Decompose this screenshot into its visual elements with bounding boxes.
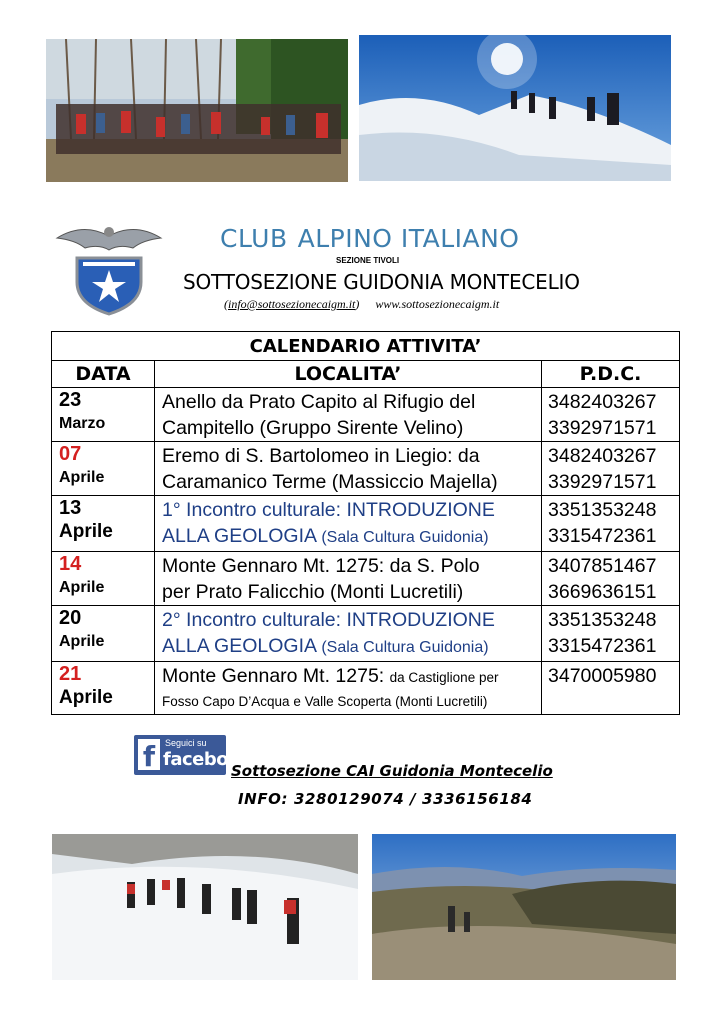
phone-cell (542, 662, 680, 715)
location-cell (155, 496, 542, 552)
location-cell (155, 662, 542, 715)
info-line (238, 790, 532, 808)
contacts-line: (info@sottosezionecaigm.it) www.sottosezionecaigm.it (224, 297, 500, 311)
date-cell (52, 662, 155, 715)
group-photo-forest (46, 39, 348, 182)
phone-number: 3470005980 (548, 665, 657, 687)
phone-number: 3315472361 (548, 525, 657, 547)
facebook-icon: f (138, 739, 160, 770)
location-line: Monte Gennaro Mt. 1275: da S. Polo (162, 555, 480, 577)
phone-number: 3482403267 (548, 445, 657, 467)
phone-number: 3669636151 (548, 581, 657, 603)
phone-number: 3351353248 (548, 499, 657, 521)
location-main: Monte Gennaro Mt. 1275: (162, 665, 385, 687)
location-venue: (Sala Cultura Guidonia) (321, 639, 489, 656)
date-cell (52, 496, 155, 552)
date-month: Aprile (59, 633, 105, 650)
date-month: Aprile (59, 521, 113, 542)
phone-cell (542, 442, 680, 496)
location-line (162, 663, 537, 691)
sottosezione-title: SOTTOSEZIONE GUIDONIA MONTECELIO (183, 270, 580, 294)
phone-cell (542, 496, 680, 552)
snow-slope-hikers (52, 834, 358, 980)
club-title (220, 224, 520, 253)
table-row (52, 442, 680, 496)
phone-cell (542, 552, 680, 606)
location-main: ALLA GEOLOGIA (162, 525, 316, 547)
facebook-badge[interactable] (134, 735, 252, 775)
sezione-label: SEZIONE TIVOLI (336, 256, 400, 265)
phone-number: 3392971571 (548, 471, 657, 493)
date-day: 20 (59, 607, 82, 629)
date-day: 14 (59, 553, 82, 575)
table-row (52, 552, 680, 606)
location-line: Campitello (Gruppo Sirente Velino) (162, 417, 464, 439)
club-title-part2: ALPINO ITALIANO (297, 224, 520, 253)
phone-number: 3392971571 (548, 417, 657, 439)
website-link[interactable]: www.sottosezionecaigm.it (375, 297, 500, 311)
location-route: da Castiglione per (389, 670, 499, 685)
date-cell (52, 388, 155, 442)
table-row (52, 496, 680, 552)
phone-number: 3407851467 (548, 555, 657, 577)
location-line: Caramanico Terme (Massiccio Majella) (162, 471, 498, 493)
location-main: ALLA GEOLOGIA (162, 635, 316, 657)
info-phones: 3280129074 / 3336156184 (293, 790, 533, 808)
location-venue: (Sala Cultura Guidonia) (321, 529, 489, 546)
location-line: 2° Incontro culturale: INTRODUZIONE (162, 609, 495, 631)
table-row (52, 388, 680, 442)
table-row (52, 662, 680, 715)
date-day: 07 (59, 443, 82, 465)
location-line: per Prato Falicchio (Monti Lucretili) (162, 581, 464, 603)
location-line: Fosso Capo D’Acqua e Valle Scoperta (Monti Lucretili) (162, 694, 488, 709)
snow-ridge-hikers-sun (359, 35, 671, 181)
cai-eagle-emblem (53, 218, 165, 318)
date-month: Marzo (59, 415, 106, 432)
phone-number: 3351353248 (548, 609, 657, 631)
phone-cell (542, 606, 680, 662)
column-header-pdc: P.D.C. (542, 361, 680, 388)
date-cell (52, 552, 155, 606)
date-month: Aprile (59, 687, 113, 708)
info-label: INFO: (238, 790, 289, 808)
location-cell (155, 606, 542, 662)
date-month: Aprile (59, 579, 105, 596)
date-day: 21 (59, 663, 82, 685)
date-cell (52, 606, 155, 662)
email-link[interactable]: info@sottosezionecaigm.it (228, 297, 356, 311)
location-line: Eremo di S. Bartolomeo in Liegio: da (162, 445, 480, 467)
location-cell (155, 442, 542, 496)
column-header-localita: LOCALITA’ (155, 361, 542, 388)
location-line: 1° Incontro culturale: INTRODUZIONE (162, 499, 495, 521)
facebook-brand: facebook (163, 749, 252, 770)
location-line: Anello da Prato Capito al Rifugio del (162, 391, 476, 413)
column-header-data: DATA (52, 361, 155, 388)
location-line (162, 633, 537, 661)
location-line (162, 523, 537, 551)
date-month: Aprile (59, 469, 105, 486)
hills-valley-hikers (372, 834, 676, 980)
phone-cell (542, 388, 680, 442)
calendar-caption: CALENDARIO ATTIVITA’ (52, 332, 680, 361)
phone-number: 3315472361 (548, 635, 657, 657)
date-cell (52, 442, 155, 496)
date-day: 23 (59, 389, 82, 411)
facebook-seguici: Seguici su (165, 738, 207, 748)
calendar-table (51, 331, 680, 715)
location-cell (155, 552, 542, 606)
table-row (52, 606, 680, 662)
club-title-part1: CLUB (220, 224, 288, 253)
facebook-page-link[interactable]: Sottosezione CAI Guidonia Montecelio (231, 762, 553, 780)
date-day: 13 (59, 497, 82, 519)
location-cell (155, 388, 542, 442)
phone-number: 3482403267 (548, 391, 657, 413)
